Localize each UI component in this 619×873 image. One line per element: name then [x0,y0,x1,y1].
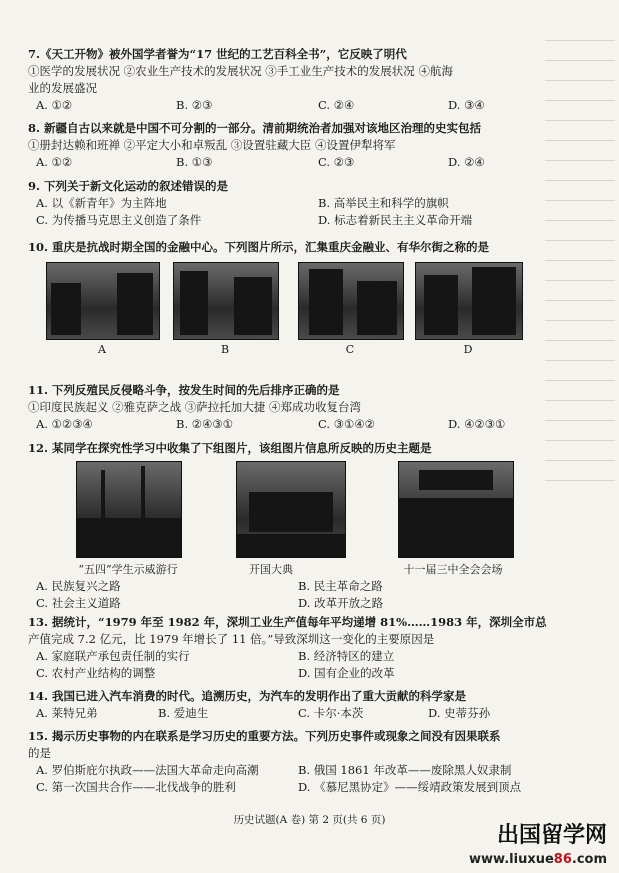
option-d[interactable]: D. 《慕尼黑协定》——绥靖政策发展到顶点 [298,780,522,794]
option-b[interactable]: B. 俄国 1861 年改革——废除黑人奴隶制 [298,763,512,777]
option-a[interactable]: A. 民族复兴之路 [36,579,121,593]
photo-c[interactable] [298,262,404,340]
photo-founding-ceremony[interactable] [236,461,346,558]
option-c[interactable]: C. 农村产业结构的调整 [36,666,156,680]
option-d[interactable]: D. 改革开放之路 [298,596,384,610]
option-b[interactable]: B. 高举民主和科学的旗帜 [318,196,449,210]
option-c[interactable]: C. 社会主义道路 [36,596,121,610]
option-c[interactable]: C. 为传播马克思主义创造了条件 [36,213,202,227]
photo-may-fourth[interactable] [76,461,182,558]
option-a[interactable]: A. 以《新青年》为主阵地 [36,196,167,210]
question-11-stem: 11. 下列反殖民反侵略斗争，按发生时间的先后排序正确的是 [28,383,340,397]
option-a[interactable]: A. ①②③④ [36,417,93,431]
question-12-options [28,578,588,612]
option-a[interactable]: A. 罗伯斯庇尔执政——法国大革命走向高潮 [36,763,259,777]
question-10 [28,239,588,256]
photo-label-a: A [98,343,106,356]
watermark-url[interactable]: www.liuxue86.com [469,852,607,867]
option-c[interactable]: C. ②④ [318,98,355,112]
question-10-stem: 10. 重庆是抗战时期全国的金融中心。下列图片所示，汇集重庆金融业、有华尔街之称的是 [28,240,490,254]
photo-a[interactable] [46,262,160,340]
option-c[interactable]: C. 卡尔·本茨 [298,706,364,720]
question-7-stem: 7.《天工开物》被外国学者誉为“17 世纪的工艺百科全书”，它反映了明代 [28,47,407,61]
question-14-stem: 14. 我国已进入汽车消费的时代。追溯历史，为汽车的发明作出了重大贡献的科学家是 [28,689,467,703]
option-d[interactable]: D. 标志着新民主主义革命开端 [318,213,473,227]
option-b[interactable]: B. ①③ [176,155,213,169]
question-11 [28,382,588,433]
question-13 [28,614,588,682]
caption-founding-ceremony: 开国大典 [249,563,293,576]
question-15-stem-cont: 的是 [28,746,51,760]
option-a[interactable]: A. 莱特兄弟 [36,706,98,720]
option-d[interactable]: D. 史蒂芬孙 [428,706,491,720]
question-7-items-cont: 业的发展盛况 [28,81,97,95]
watermark-site-name: 出国留学网 [496,823,607,848]
option-b[interactable]: B. ②③ [176,98,213,112]
option-b[interactable]: B. 经济特区的建立 [298,649,395,663]
option-d[interactable]: D. 国有企业的改革 [298,666,395,680]
option-b[interactable]: B. ②④③① [176,417,234,431]
photo-d[interactable] [415,262,523,340]
option-a[interactable]: A. ①② [36,98,73,112]
photo-third-plenum[interactable] [398,461,514,558]
question-8-items: ①册封达赖和班禅 ②平定大小和卓叛乱 ③设置驻藏大臣 ④设置伊犁将军 [28,138,396,152]
question-15 [28,728,588,796]
option-d[interactable]: D. ③④ [448,98,485,112]
option-a[interactable]: A. 家庭联产承包责任制的实行 [36,649,190,663]
caption-third-plenum: 十一届三中全会会场 [403,563,503,576]
photo-label-c: C [345,343,355,356]
option-c[interactable]: C. ③①④② [318,417,375,431]
question-14 [28,688,588,722]
option-b[interactable]: B. 民主革命之路 [298,579,383,593]
question-7-items: ①医学的发展状况 ②农业生产技术的发展状况 ③手工业生产技术的发展状况 ④航海 [28,64,453,78]
option-c[interactable]: C. 第一次国共合作——北伐战争的胜利 [36,780,236,794]
caption-may-fourth: “五四”学生示威游行 [78,563,178,576]
question-9-stem: 9. 下列关于新文化运动的叙述错误的是 [28,179,229,193]
question-11-items: ①印度民族起义 ②雅克萨之战 ③萨拉托加大捷 ④郑成功收复台湾 [28,400,361,414]
question-13-stem-cont: 产值完成 7.2 亿元，比 1979 年增长了 11 倍。”导致深圳这一变化的主要原因是 [28,632,435,646]
option-d[interactable]: D. ④②③① [448,417,506,431]
photo-b[interactable] [173,262,279,340]
question-8 [28,120,588,171]
question-12-stem: 12. 某同学在探究性学习中收集了下组图片，该组图片信息所反映的历史主题是 [28,441,432,455]
photo-label-d: D [463,343,473,356]
option-d[interactable]: D. ②④ [448,155,485,169]
question-13-stem: 13. 据统计，“1979 年至 1982 年，深圳工业生产值每年平均递增 81%……1983 年，深圳全市总 [28,615,547,629]
page-footer: 历史试题(A 卷) 第 2 页(共 6 页) [233,814,386,826]
option-b[interactable]: B. 爱迪生 [158,706,209,720]
question-7 [28,46,588,114]
question-8-stem: 8. 新疆自古以来就是中国不可分割的一部分。清前期统治者加强对该地区治理的史实包括 [28,121,482,135]
question-9 [28,178,588,229]
question-12 [28,440,588,457]
option-a[interactable]: A. ①② [36,155,73,169]
question-15-stem: 15. 揭示历史事物的内在联系是学习历史的重要方法。下列历史事件或现象之间没有因果联系 [28,729,501,743]
photo-label-b: B [220,343,230,356]
option-c[interactable]: C. ②③ [318,155,355,169]
